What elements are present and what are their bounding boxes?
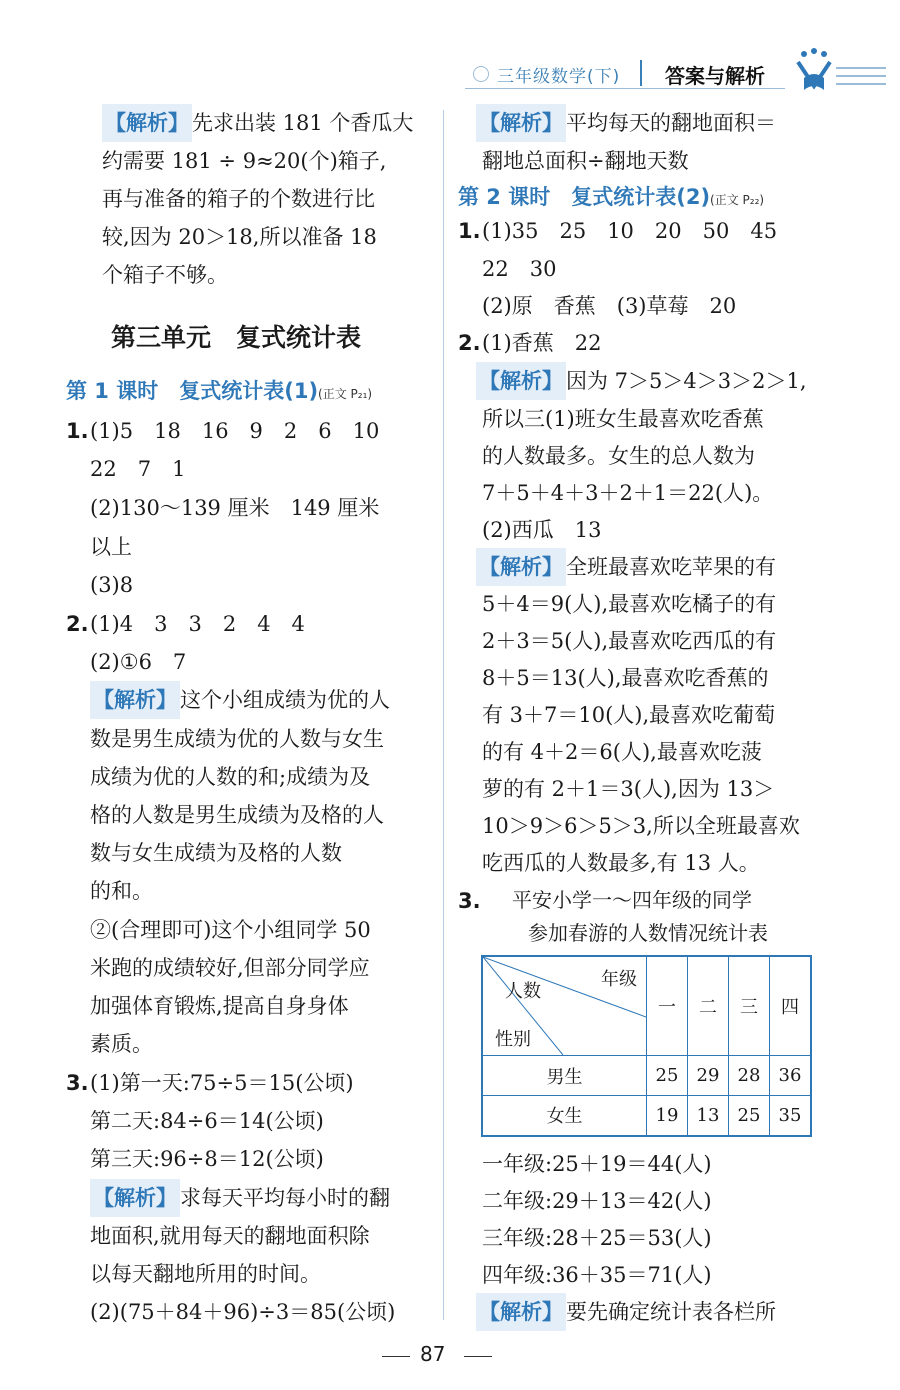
- analysis-line: 【解析】 全班最喜欢吃苹果的有: [476, 548, 776, 586]
- analysis-line: 【解析】 先求出装 181 个香瓜大: [102, 104, 413, 142]
- analysis-line: 数与女生成绩为及格的人数: [90, 841, 342, 865]
- answer-line: (2)①6 7: [90, 650, 187, 674]
- row-label: 女生: [482, 1096, 647, 1136]
- statistics-table: [481, 955, 812, 1137]
- table-title-line: 平安小学一～四年级的同学: [512, 888, 752, 912]
- header-ornament: [473, 66, 489, 82]
- answer-line: 第三天:96÷8＝12(公顷): [90, 1147, 324, 1171]
- question-number: 1.: [66, 419, 89, 443]
- answer-line: 一年级:25＋19＝44(人): [482, 1152, 712, 1176]
- analysis-line: 再与准备的箱子的个数进行比: [102, 187, 375, 211]
- analysis-line: ②(合理即可)这个小组同学 50: [90, 918, 371, 942]
- question-number: 2.: [66, 612, 89, 636]
- analysis-line: 翻地总面积÷翻地天数: [482, 149, 689, 173]
- page-number-dash: [464, 1356, 492, 1357]
- analysis-line: 较,因为 20＞18,所以准备 18: [102, 225, 377, 249]
- analysis-line: 所以三(1)班女生最喜欢吃香蕉: [482, 407, 764, 431]
- answer-line: 22 30: [482, 257, 557, 281]
- table-header-cell: 一: [647, 956, 688, 1056]
- analysis-tag: 【解析】: [476, 362, 566, 400]
- table-cell: 29: [688, 1056, 729, 1096]
- table-cell: 25: [729, 1096, 770, 1136]
- answer-line: 三年级:28＋25＝53(人): [482, 1226, 712, 1250]
- corner-label-count: 人数: [505, 981, 541, 1002]
- analysis-line: 的有 4＋2＝6(人),最喜欢吃菠: [482, 740, 762, 764]
- table-row: [482, 1096, 811, 1136]
- lesson-title: 第 2 课时 复式统计表(2)(正文 P₂₂): [458, 185, 765, 209]
- answer-line: 第二天:84÷6＝14(公顷): [90, 1109, 324, 1133]
- header-rule: [465, 88, 785, 89]
- table-corner-cell: [482, 956, 647, 1056]
- header-subject: 三年级数学(下): [497, 67, 621, 87]
- table-title-line: 参加春游的人数情况统计表: [528, 921, 768, 945]
- analysis-line: 成绩为优的人数的和;成绩为及: [90, 765, 371, 789]
- book-logo-icon: [790, 48, 890, 94]
- answer-line: (2)西瓜 13: [482, 518, 602, 542]
- analysis-line: 米跑的成绩较好,但部分同学应: [90, 956, 370, 980]
- page-number-dash: [382, 1356, 410, 1357]
- question-number: 2.: [458, 331, 481, 355]
- table-header-cell: 二: [688, 956, 729, 1056]
- answer-line: (3)8: [90, 573, 134, 597]
- answer-line: (2)130～139 厘米 149 厘米: [90, 496, 380, 520]
- header-separator: [640, 60, 642, 86]
- analysis-line: 8＋5＝13(人),最喜欢吃香蕉的: [482, 666, 769, 690]
- header-title: 答案与解析: [665, 64, 765, 88]
- analysis-line: 吃西瓜的人数最多,有 13 人。: [482, 851, 760, 875]
- table-cell: 28: [729, 1056, 770, 1096]
- question-number: 1.: [458, 219, 481, 243]
- analysis-line: 【解析】 因为 7＞5＞4＞3＞2＞1,: [476, 362, 807, 400]
- page-header: [455, 48, 895, 96]
- answer-line: (1)第一天:75÷5＝15(公顷): [90, 1071, 354, 1095]
- analysis-line: 以每天翻地所用的时间。: [90, 1262, 321, 1286]
- analysis-tag: 【解析】: [476, 548, 566, 586]
- answer-line: 四年级:36＋35＝71(人): [482, 1263, 712, 1287]
- table-cell: 19: [647, 1096, 688, 1136]
- question-number: 3.: [66, 1071, 89, 1095]
- table-header-cell: 三: [729, 956, 770, 1056]
- corner-label-gender: 性别: [495, 1029, 531, 1050]
- analysis-line: 【解析】 平均每天的翻地面积＝: [476, 104, 776, 142]
- table-cell: 25: [647, 1056, 688, 1096]
- analysis-line: 5＋4＝9(人),最喜欢吃橘子的有: [482, 592, 777, 616]
- lesson-title: 第 1 课时 复式统计表(1)(正文 P₂₁): [66, 379, 373, 403]
- analysis-line: 约需要 181 ÷ 9≈20(个)箱子,: [102, 149, 387, 173]
- answer-line: (1)35 25 10 20 50 45: [482, 219, 778, 243]
- unit-title: 第三单元 复式统计表: [111, 323, 362, 352]
- analysis-line: 素质。: [90, 1032, 153, 1056]
- analysis-tag: 【解析】: [476, 1293, 566, 1331]
- answer-line: (1)香蕉 22: [482, 331, 602, 355]
- analysis-line: 地面积,就用每天的翻地面积除: [90, 1224, 370, 1248]
- analysis-line: 【解析】 求每天平均每小时的翻: [90, 1179, 390, 1217]
- answer-line: 22 7 1: [90, 457, 186, 481]
- analysis-line: 萝的有 2＋1＝3(人),因为 13＞: [482, 777, 775, 801]
- table-cell: 35: [770, 1096, 812, 1136]
- table-cell: 36: [770, 1056, 812, 1096]
- analysis-line: 10＞9＞6＞5＞3,所以全班最喜欢: [482, 814, 800, 838]
- analysis-line: 数是男生成绩为优的人数与女生: [90, 727, 384, 751]
- answer-line: (1)5 18 16 9 2 6 10: [90, 419, 380, 443]
- analysis-line: 的和。: [90, 879, 153, 903]
- table-cell: 13: [688, 1096, 729, 1136]
- analysis-tag: 【解析】: [90, 1179, 180, 1217]
- analysis-line: 【解析】 要先确定统计表各栏所: [476, 1293, 776, 1331]
- answer-line: (1)4 3 3 2 4 4: [90, 612, 305, 636]
- analysis-line: 【解析】 这个小组成绩为优的人: [90, 681, 390, 719]
- page-number: 87: [420, 1342, 446, 1366]
- row-label: 男生: [482, 1056, 647, 1096]
- analysis-line: 格的人数是男生成绩为及格的人: [90, 803, 384, 827]
- answer-line: (2)(75＋84＋96)÷3＝85(公顷): [90, 1300, 396, 1324]
- question-number: 3.: [458, 889, 481, 913]
- table-row: [482, 1056, 811, 1096]
- analysis-line: 个箱子不够。: [102, 263, 228, 287]
- corner-label-grade: 年级: [601, 969, 637, 990]
- analysis-tag: 【解析】: [102, 104, 192, 142]
- analysis-line: 7＋5＋4＋3＋2＋1＝22(人)。: [482, 481, 774, 505]
- column-divider: [443, 110, 444, 1320]
- analysis-tag: 【解析】: [90, 681, 180, 719]
- analysis-line: 有 3＋7＝10(人),最喜欢吃葡萄: [482, 703, 776, 727]
- answer-line: 以上: [90, 535, 132, 559]
- analysis-line: 2＋3＝5(人),最喜欢吃西瓜的有: [482, 629, 777, 653]
- analysis-line: 加强体育锻炼,提高自身身体: [90, 994, 349, 1018]
- answer-line: (2)原 香蕉 (3)草莓 20: [482, 294, 737, 318]
- analysis-tag: 【解析】: [476, 104, 566, 142]
- analysis-line: 的人数最多。女生的总人数为: [482, 444, 755, 468]
- table-header-cell: 四: [770, 956, 812, 1056]
- answer-line: 二年级:29＋13＝42(人): [482, 1189, 712, 1213]
